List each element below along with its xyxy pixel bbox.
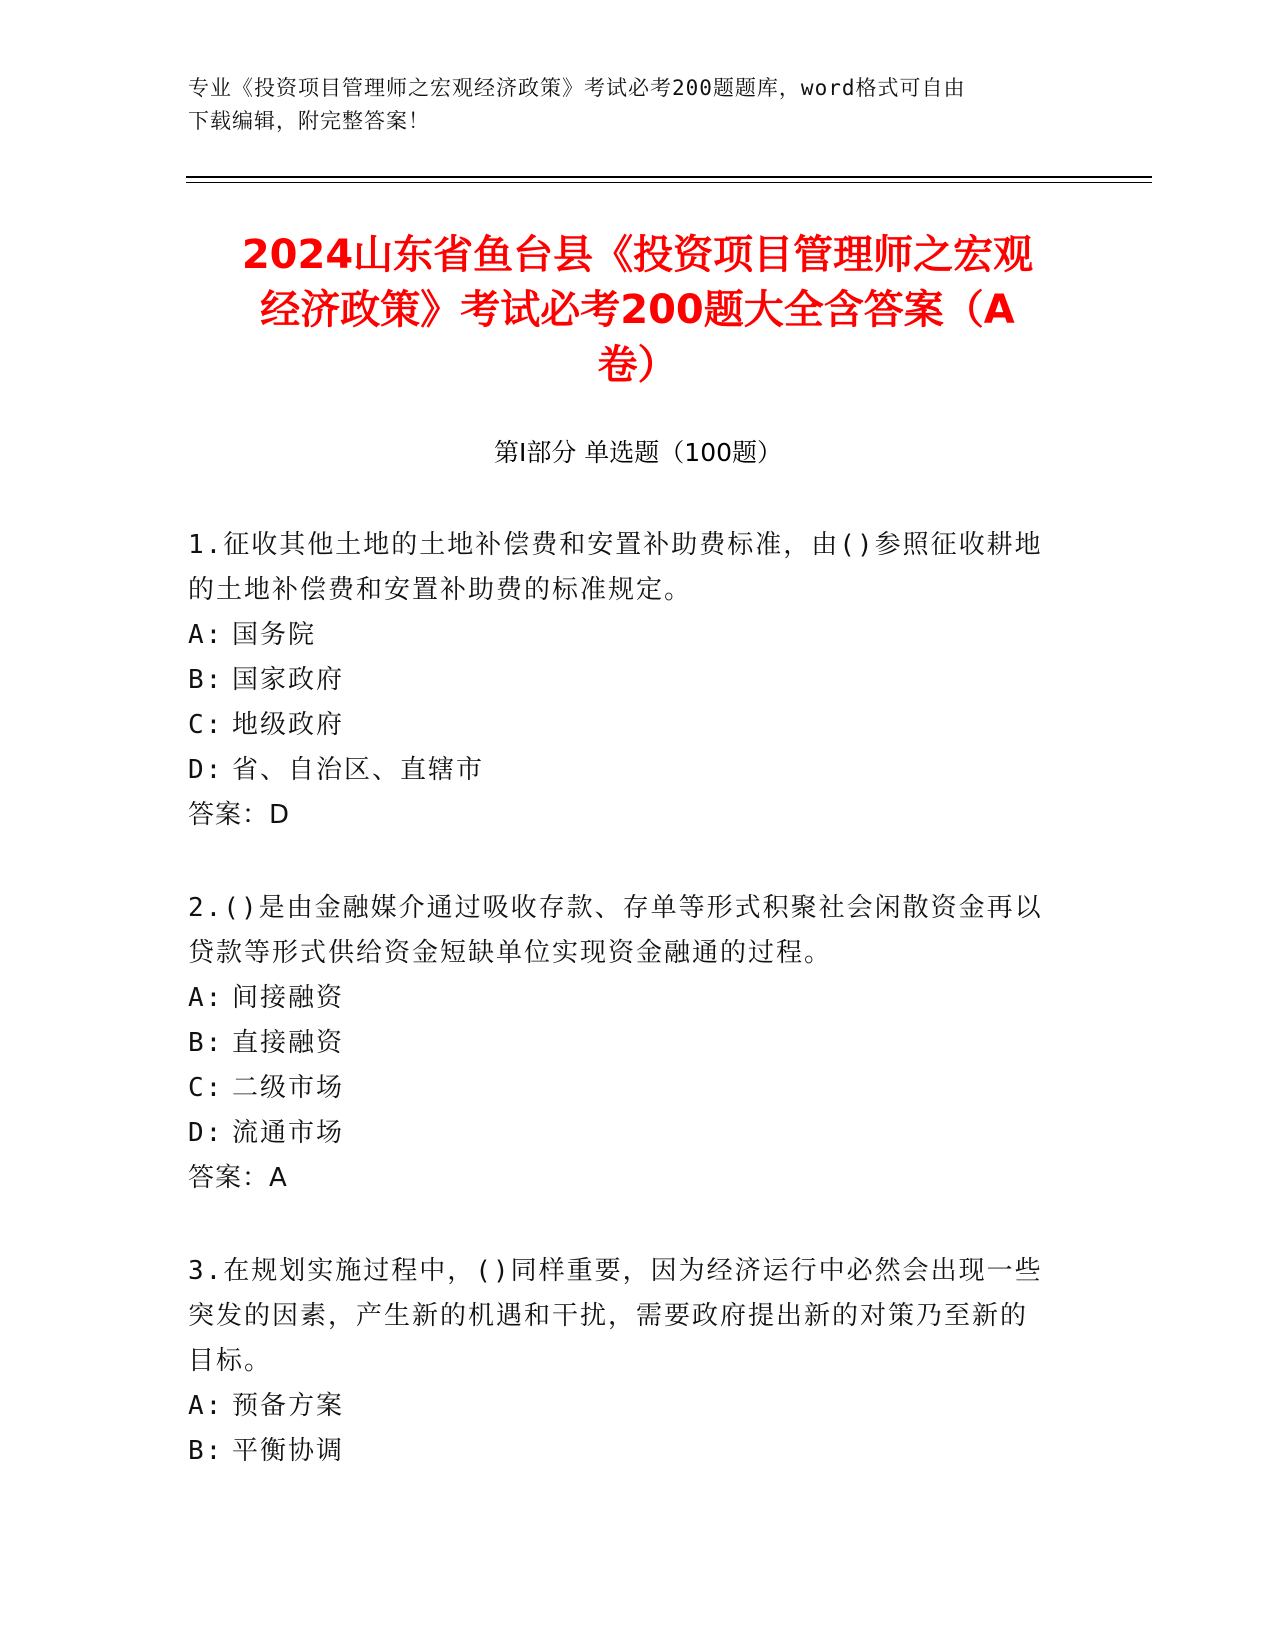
question-stem-line: 目标。 bbox=[188, 1346, 273, 1376]
option-text: 二级市场 bbox=[232, 1073, 345, 1103]
document-title-line: 卷） bbox=[597, 342, 678, 388]
question-option bbox=[188, 1429, 1068, 1474]
question-answer: 答案：A bbox=[188, 1163, 288, 1193]
document-title-line: 2024山东省鱼台县《投资项目管理师之宏观 bbox=[241, 232, 1034, 278]
question-block bbox=[188, 1249, 1068, 1474]
option-text: 预备方案 bbox=[232, 1391, 345, 1421]
option-text: 间接融资 bbox=[232, 983, 345, 1013]
option-key: A: bbox=[188, 620, 224, 650]
option-text: 国务院 bbox=[232, 620, 317, 650]
option-text: 直接融资 bbox=[232, 1028, 345, 1058]
document-title-line: 经济政策》考试必考200题大全含答案（A bbox=[260, 287, 1015, 333]
question-stem-line: 3.在规划实施过程中，()同样重要，因为经济运行中必然会出现一些 bbox=[188, 1256, 1043, 1286]
question-option bbox=[188, 1111, 1068, 1156]
question-stem-line: 1.征收其他土地的土地补偿费和安置补助费标准，由()参照征收耕地 bbox=[188, 530, 1043, 560]
option-key: A: bbox=[188, 1391, 224, 1421]
option-key: D: bbox=[188, 755, 224, 785]
question-stem-line: 的土地补偿费和安置补助费的标准规定。 bbox=[188, 575, 693, 605]
document-title bbox=[180, 228, 1095, 393]
option-key: C: bbox=[188, 1073, 224, 1103]
question-block bbox=[188, 523, 1068, 838]
option-key: B: bbox=[188, 1436, 224, 1466]
question-answer: 答案：D bbox=[188, 800, 291, 830]
option-key: C: bbox=[188, 710, 224, 740]
header-note-line: 专业《投资项目管理师之宏观经济政策》考试必考200题题库，word格式可自由 bbox=[188, 76, 966, 100]
option-key: A: bbox=[188, 983, 224, 1013]
option-text: 平衡协调 bbox=[232, 1436, 345, 1466]
option-text: 国家政府 bbox=[232, 665, 345, 695]
option-text: 地级政府 bbox=[232, 710, 345, 740]
question-option bbox=[188, 1066, 1068, 1111]
header-note bbox=[188, 72, 1088, 138]
option-key: B: bbox=[188, 665, 224, 695]
question-option bbox=[188, 658, 1068, 703]
question-stem-line: 贷款等形式供给资金短缺单位实现资金融通的过程。 bbox=[188, 938, 833, 968]
question-stem-line: 2.()是由金融媒介通过吸收存款、存单等形式积聚社会闲散资金再以 bbox=[188, 893, 1043, 923]
question-option bbox=[188, 703, 1068, 748]
question-option bbox=[188, 748, 1068, 793]
section-heading: 第Ⅰ部分 单选题（100题） bbox=[493, 438, 783, 467]
header-divider-thin bbox=[186, 182, 1152, 183]
option-key: B: bbox=[188, 1028, 224, 1058]
question-option bbox=[188, 976, 1068, 1021]
header-note-line: 下载编辑，附完整答案！ bbox=[188, 109, 430, 133]
question-block bbox=[188, 886, 1068, 1201]
option-text: 流通市场 bbox=[232, 1118, 345, 1148]
question-stem-line: 突发的因素，产生新的机遇和干扰，需要政府提出新的对策乃至新的 bbox=[188, 1301, 1029, 1331]
question-option bbox=[188, 613, 1068, 658]
question-option bbox=[188, 1021, 1068, 1066]
option-key: D: bbox=[188, 1118, 224, 1148]
option-text: 省、自治区、直辖市 bbox=[232, 755, 485, 785]
question-option bbox=[188, 1384, 1068, 1429]
header-divider-thick bbox=[186, 176, 1152, 178]
